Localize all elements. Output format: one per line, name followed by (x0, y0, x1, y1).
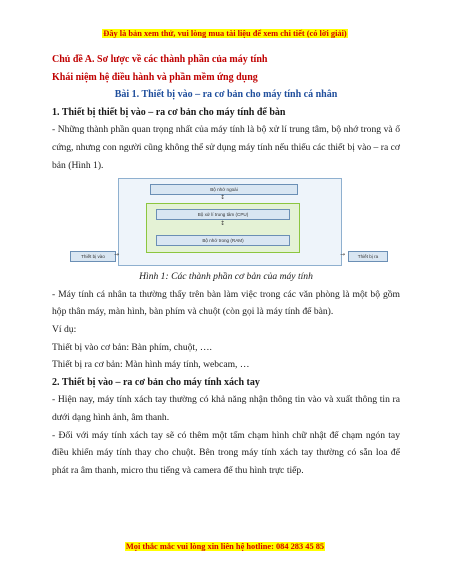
arrow-right-icon: → (340, 251, 346, 259)
document-body (52, 51, 400, 479)
section2-paragraph2: - Đối với máy tính xách tay sẽ có thêm một tấm chạm hình chữ nhật để chạm ngón tay điều khiển máy tính thay cho chuột. Bên trong máy tính xách tay thường có sẵn loa để phát ra âm thanh, micro thu tiếng và camera để thu hình trực tiếp. (52, 429, 400, 476)
components-figure (52, 176, 400, 268)
arrow-right-icon: → (114, 251, 120, 259)
cpu-box: Bộ xử lí trung tâm (CPU) (156, 209, 290, 220)
topic-subtitle: Khái niệm hệ điều hành và phần mềm ứng dụng (52, 71, 258, 83)
top-banner-text: Đây là bản xem thử, vui lòng mua tài liệu để xem chi tiết (có lời giải) (103, 29, 347, 38)
section2-heading: 2. Thiết bị vào – ra cơ bản cho máy tính xách tay (52, 376, 260, 388)
section1-paragraph: - Những thành phần quan trọng nhất của máy tính là bộ xử lí trung tâm, bộ nhớ trong và ổ cứng, nhưng con người cũng không thể sử dụng máy tính nếu thiếu các thiết bị vào – ra cơ bản (Hình 1). (52, 124, 400, 171)
figure-caption: Hình 1: Các thành phần cơ bản của máy tính (139, 271, 313, 283)
external-memory-box: Bộ nhớ ngoài (150, 184, 298, 195)
arrow-updown-icon: ↕ (220, 220, 226, 228)
arrow-down-icon: ↕ (220, 194, 226, 202)
output-device-box: Thiết bị ra (348, 251, 388, 262)
section2-paragraph1: - Hiện nay, máy tính xách tay thường có khả năng nhận thông tin vào và xuất thông tin ra dưới dạng hình ảnh, âm thanh. (52, 394, 400, 423)
input-device-box: Thiết bị vào (70, 251, 116, 262)
bottom-banner (0, 536, 450, 554)
paragraph-desktop: - Máy tính cá nhân ta thường thấy trên bàn làm việc trong các văn phòng là một bộ gồm hộp thân máy, màn hình, bàn phím và chuột (còn gọi là máy tính để bàn). (52, 288, 400, 318)
topic-title: Chủ đề A. Sơ lược về các thành phần của máy tính (52, 54, 268, 65)
top-banner (0, 23, 450, 41)
example-output: Thiết bị ra cơ bản: Màn hình máy tính, webcam, … (52, 359, 250, 371)
ram-box: Bộ nhớ trong (RAM) (156, 235, 290, 246)
lesson-title: Bài 1. Thiết bị vào – ra cơ bản cho máy tính cá nhân (114, 89, 338, 101)
example-input: Thiết bị vào cơ bản: Bàn phím, chuột, …. (52, 341, 212, 353)
bottom-banner-text: Mọi thắc mắc vui lòng xin liên hệ hotline: 084 283 45 85 (125, 542, 325, 551)
section1-heading: 1. Thiết bị thiết bị vào – ra cơ bản cho máy tính để bàn (52, 106, 286, 118)
example-label: Ví dụ: (52, 323, 77, 335)
